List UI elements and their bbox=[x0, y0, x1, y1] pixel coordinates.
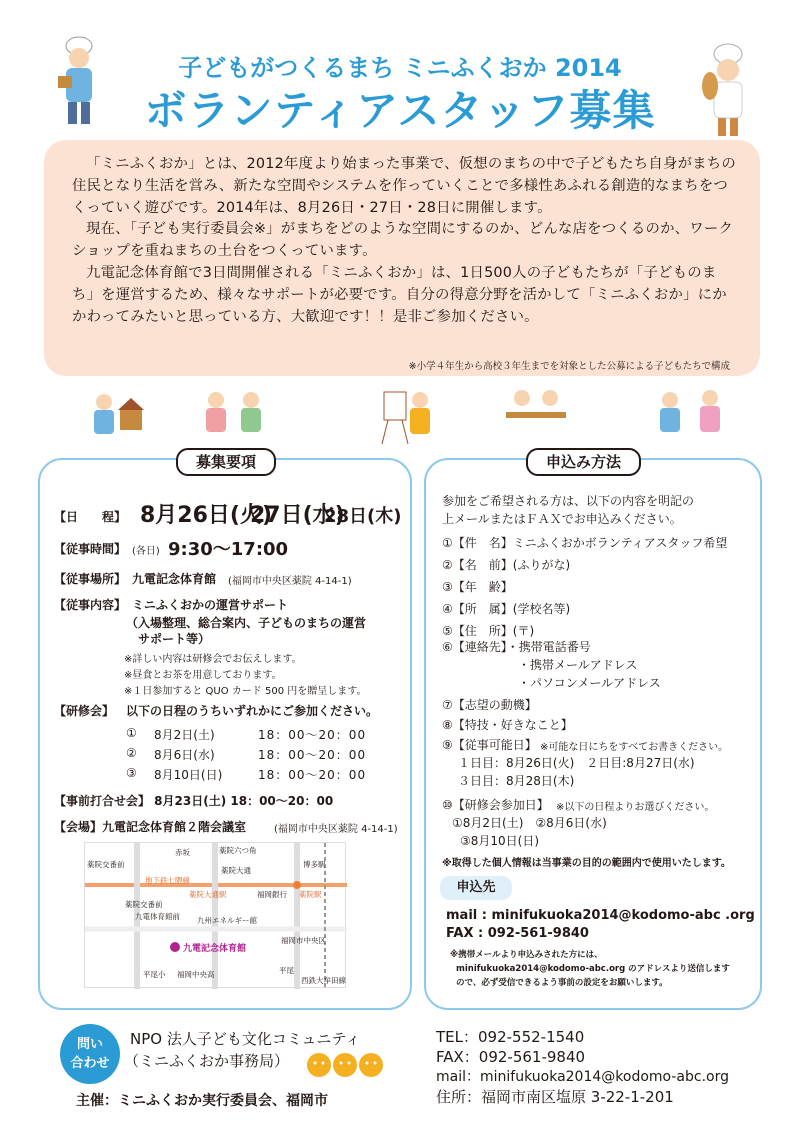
badge-line: 問い bbox=[76, 1037, 103, 1052]
baker-character-icon bbox=[700, 42, 756, 142]
map-label: 薬院駅 bbox=[299, 890, 322, 899]
apply-intro: 上メールまたはＦＡＸでお申込みください。 bbox=[442, 512, 682, 526]
date-label: 【日 程】 bbox=[54, 510, 127, 524]
apply-mail[interactable]: mail : minifukuoka2014@kodomo-abc .org bbox=[446, 908, 755, 923]
training-label: 【研修会】 bbox=[54, 704, 115, 718]
item10-line: ③8月10日(日) bbox=[460, 834, 540, 848]
apply-intro: 参加をご希望される方は、以下の内容を明記の bbox=[442, 494, 695, 508]
work-line: （入場整理、総合案内、子どものまちの運営 bbox=[126, 616, 367, 630]
recruit-heading: 募集要項 bbox=[176, 448, 276, 476]
intro-paragraph: 現在、「子ども実行委員会※」がまちをどのような空間にするのか、どんな店をつくるのか、ワークショップを重ねまちの土台をつくっています。 bbox=[72, 221, 734, 260]
contact-fax: FAX：092-561-9840 bbox=[436, 1048, 586, 1066]
logo-faces-icon bbox=[306, 1046, 384, 1084]
apply-item: ⑧【特技・好きなこと】 bbox=[442, 718, 573, 732]
apply-item: ⑦【志望の動機】 bbox=[442, 698, 537, 712]
venue-address: (福岡市中央区薬院 4-14-1) bbox=[274, 824, 398, 835]
header bbox=[0, 0, 800, 140]
apply-item: ・パソコンメールアドレス bbox=[518, 676, 661, 690]
map-label: 九電体育館前 bbox=[135, 912, 180, 921]
place-label: 【従事場所】 bbox=[54, 572, 127, 586]
mobile-note: minifukuoka2014@kodomo-abc.org のアドレスより送信します bbox=[456, 964, 730, 974]
mobile-note: ので、必ず受信できるよう事前の設定をお願いします。 bbox=[456, 978, 668, 988]
item10-note: ※以下の日程よりお選びください。 bbox=[556, 802, 715, 813]
contact-tel: TEL：092-552-1540 bbox=[436, 1028, 585, 1046]
map-label: 平尾 bbox=[279, 966, 294, 975]
privacy-note: ※取得した個人情報は当事業の目的の範囲内で使用いたします。 bbox=[442, 858, 731, 869]
work-label: 【従事内容】 bbox=[54, 598, 127, 612]
training-time: 18：00〜20：00 bbox=[258, 728, 367, 742]
item9-line: １日目：8月26日(火) ２日目:8月27日(水) bbox=[458, 756, 695, 770]
training-intro: 以下の日程のうちいずれかにご参加ください。 bbox=[126, 704, 379, 718]
work-line: サポート等） bbox=[138, 632, 211, 646]
map-label: 薬院交番前 bbox=[125, 900, 163, 909]
item9-note: ※可能な日にちをすべてお書きください。 bbox=[540, 742, 729, 753]
item9-label: ⑨【従事可能日】 bbox=[442, 738, 537, 752]
work-note: ※１日参加すると QUO カード 500 円を贈呈します。 bbox=[124, 686, 367, 697]
map-label: 九電記念体育館 bbox=[183, 944, 247, 954]
place-address: (福岡市中央区薬院 4-14-1) bbox=[228, 576, 352, 587]
subtitle: 子どもがつくるまち ミニふくおか 2014 bbox=[178, 54, 622, 82]
org-office: （ミニふくおか事務局） bbox=[124, 1052, 290, 1070]
map-label: 西鉄大牟田線 bbox=[301, 976, 346, 985]
map-label: 薬院交番前 bbox=[87, 860, 125, 869]
page-title: ボランティアスタッフ募集 bbox=[144, 86, 656, 135]
apply-item: ②【名 前】(ふりがな) bbox=[442, 558, 571, 572]
work-note: ※詳しい内容は研修会でお伝えします。 bbox=[124, 654, 302, 665]
intro-box bbox=[44, 140, 760, 376]
map-label: 薬院六つ角 bbox=[219, 846, 257, 855]
map-label: 九州エネルギー館 bbox=[197, 916, 257, 925]
apply-item: ⑥【連絡先】・携帯電話番号 bbox=[442, 640, 591, 654]
apply-fax: FAX : 092-561-9840 bbox=[446, 926, 589, 941]
badge-line: 合わせ bbox=[70, 1056, 110, 1071]
contact-mail[interactable]: mail：minifukuoka2014@kodomo-abc.org bbox=[436, 1069, 729, 1085]
map-label: 平尾小 bbox=[143, 970, 166, 979]
org-name: NPO 法人子ども文化コミュニティ bbox=[130, 1030, 361, 1048]
time-each: (各日) bbox=[132, 546, 160, 557]
apply-heading: 申込み方法 bbox=[526, 448, 641, 476]
kids-illustration-icon bbox=[86, 382, 746, 452]
date-1: 8月26日(火) bbox=[140, 503, 273, 528]
destination-heading: 申込先 bbox=[440, 876, 512, 900]
contact-badge bbox=[60, 1024, 120, 1084]
item9-line: ３日目：8月28日(木) bbox=[458, 774, 575, 788]
training-no: ③ bbox=[126, 766, 137, 780]
mobile-note: ※携帯メールより申込みされた方には、 bbox=[450, 950, 603, 960]
training-date: 8月2日(土) bbox=[154, 728, 215, 742]
apply-item: ①【件 名】ミニふくおかボランティアスタッフ希望 bbox=[442, 536, 728, 550]
map-label: 博多駅 bbox=[303, 860, 326, 869]
apply-item: ・携帯メールアドレス bbox=[518, 658, 638, 672]
work-line: ミニふくおかの運営サポート bbox=[132, 598, 289, 612]
training-time: 18：00〜20：00 bbox=[258, 748, 367, 762]
apply-item: ⑤【住 所】(〒) bbox=[442, 624, 535, 638]
venue-label: 【会場】九電記念体育館２階会議室 bbox=[54, 820, 247, 834]
intro-note: ※小学４年生から高校３年生までを対象とした公募による子どもたちで構成 bbox=[408, 361, 730, 372]
time-label: 【従事時間】 bbox=[54, 542, 127, 556]
pre-meeting: 【事前打合せ会】 8月23日(土) 18：00〜20：00 bbox=[54, 794, 334, 808]
training-date: 8月6日(水) bbox=[154, 748, 215, 762]
place-value: 九電記念体育館 bbox=[132, 572, 217, 586]
map-label: 薬院大通 bbox=[221, 866, 251, 875]
training-no: ② bbox=[126, 746, 137, 760]
item10-line: ①8月2日(土) ②8月6日(水) bbox=[452, 816, 607, 830]
venue-map bbox=[84, 842, 346, 988]
map-label: 赤坂 bbox=[175, 848, 190, 857]
training-date: 8月10日(日) bbox=[154, 768, 223, 782]
contact-address: 住所：福岡市南区塩原 3-22-1-201 bbox=[436, 1088, 674, 1106]
map-label: 薬院大通駅 bbox=[189, 890, 227, 899]
work-note: ※昼食とお茶を用意しております。 bbox=[124, 670, 282, 681]
apply-item: ③【年 齢】 bbox=[442, 580, 513, 594]
map-label: 福岡中央高 bbox=[177, 970, 215, 979]
intro-paragraph: 九電記念体育館で3日間開催される「ミニふくおか」は、1日500人の子どもたちが「子どものまち」を運営するため、様々なサポートが必要です。自分の得意分野を活かして「ミニふくおか」にかかわってみたいと思っている方、大歓迎です！！是非ご参加ください。 bbox=[72, 264, 727, 325]
map-label: 福岡市中央区 bbox=[281, 936, 326, 945]
date-2: 27日(水) bbox=[250, 503, 345, 528]
time-value: 9:30〜17:00 bbox=[168, 539, 289, 560]
item10-label: ⑩【研修会参加日】 bbox=[442, 798, 549, 812]
host: 主催：ミニふくおか実行委員会、福岡市 bbox=[76, 1093, 328, 1109]
date-3: 28日(木) bbox=[324, 506, 402, 527]
training-no: ① bbox=[126, 726, 137, 740]
map-label: 福岡銀行 bbox=[257, 890, 287, 899]
map-label: 地下鉄七隈線 bbox=[145, 876, 190, 885]
training-time: 18：00〜20：00 bbox=[258, 768, 367, 782]
apply-item: ④【所 属】(学校名等) bbox=[442, 602, 571, 616]
intro-paragraph: 「ミニふくおか」とは、2012年度より始まった事業で、仮想のまちの中で子どもたち自身がまちの住民となり生活を営み、新たな空間やシステムを作っていくことで多様性あふれる創造的なまちをつくっていく遊びです。2014年は、8月26日・27日・28日に開催します。 bbox=[72, 156, 736, 216]
